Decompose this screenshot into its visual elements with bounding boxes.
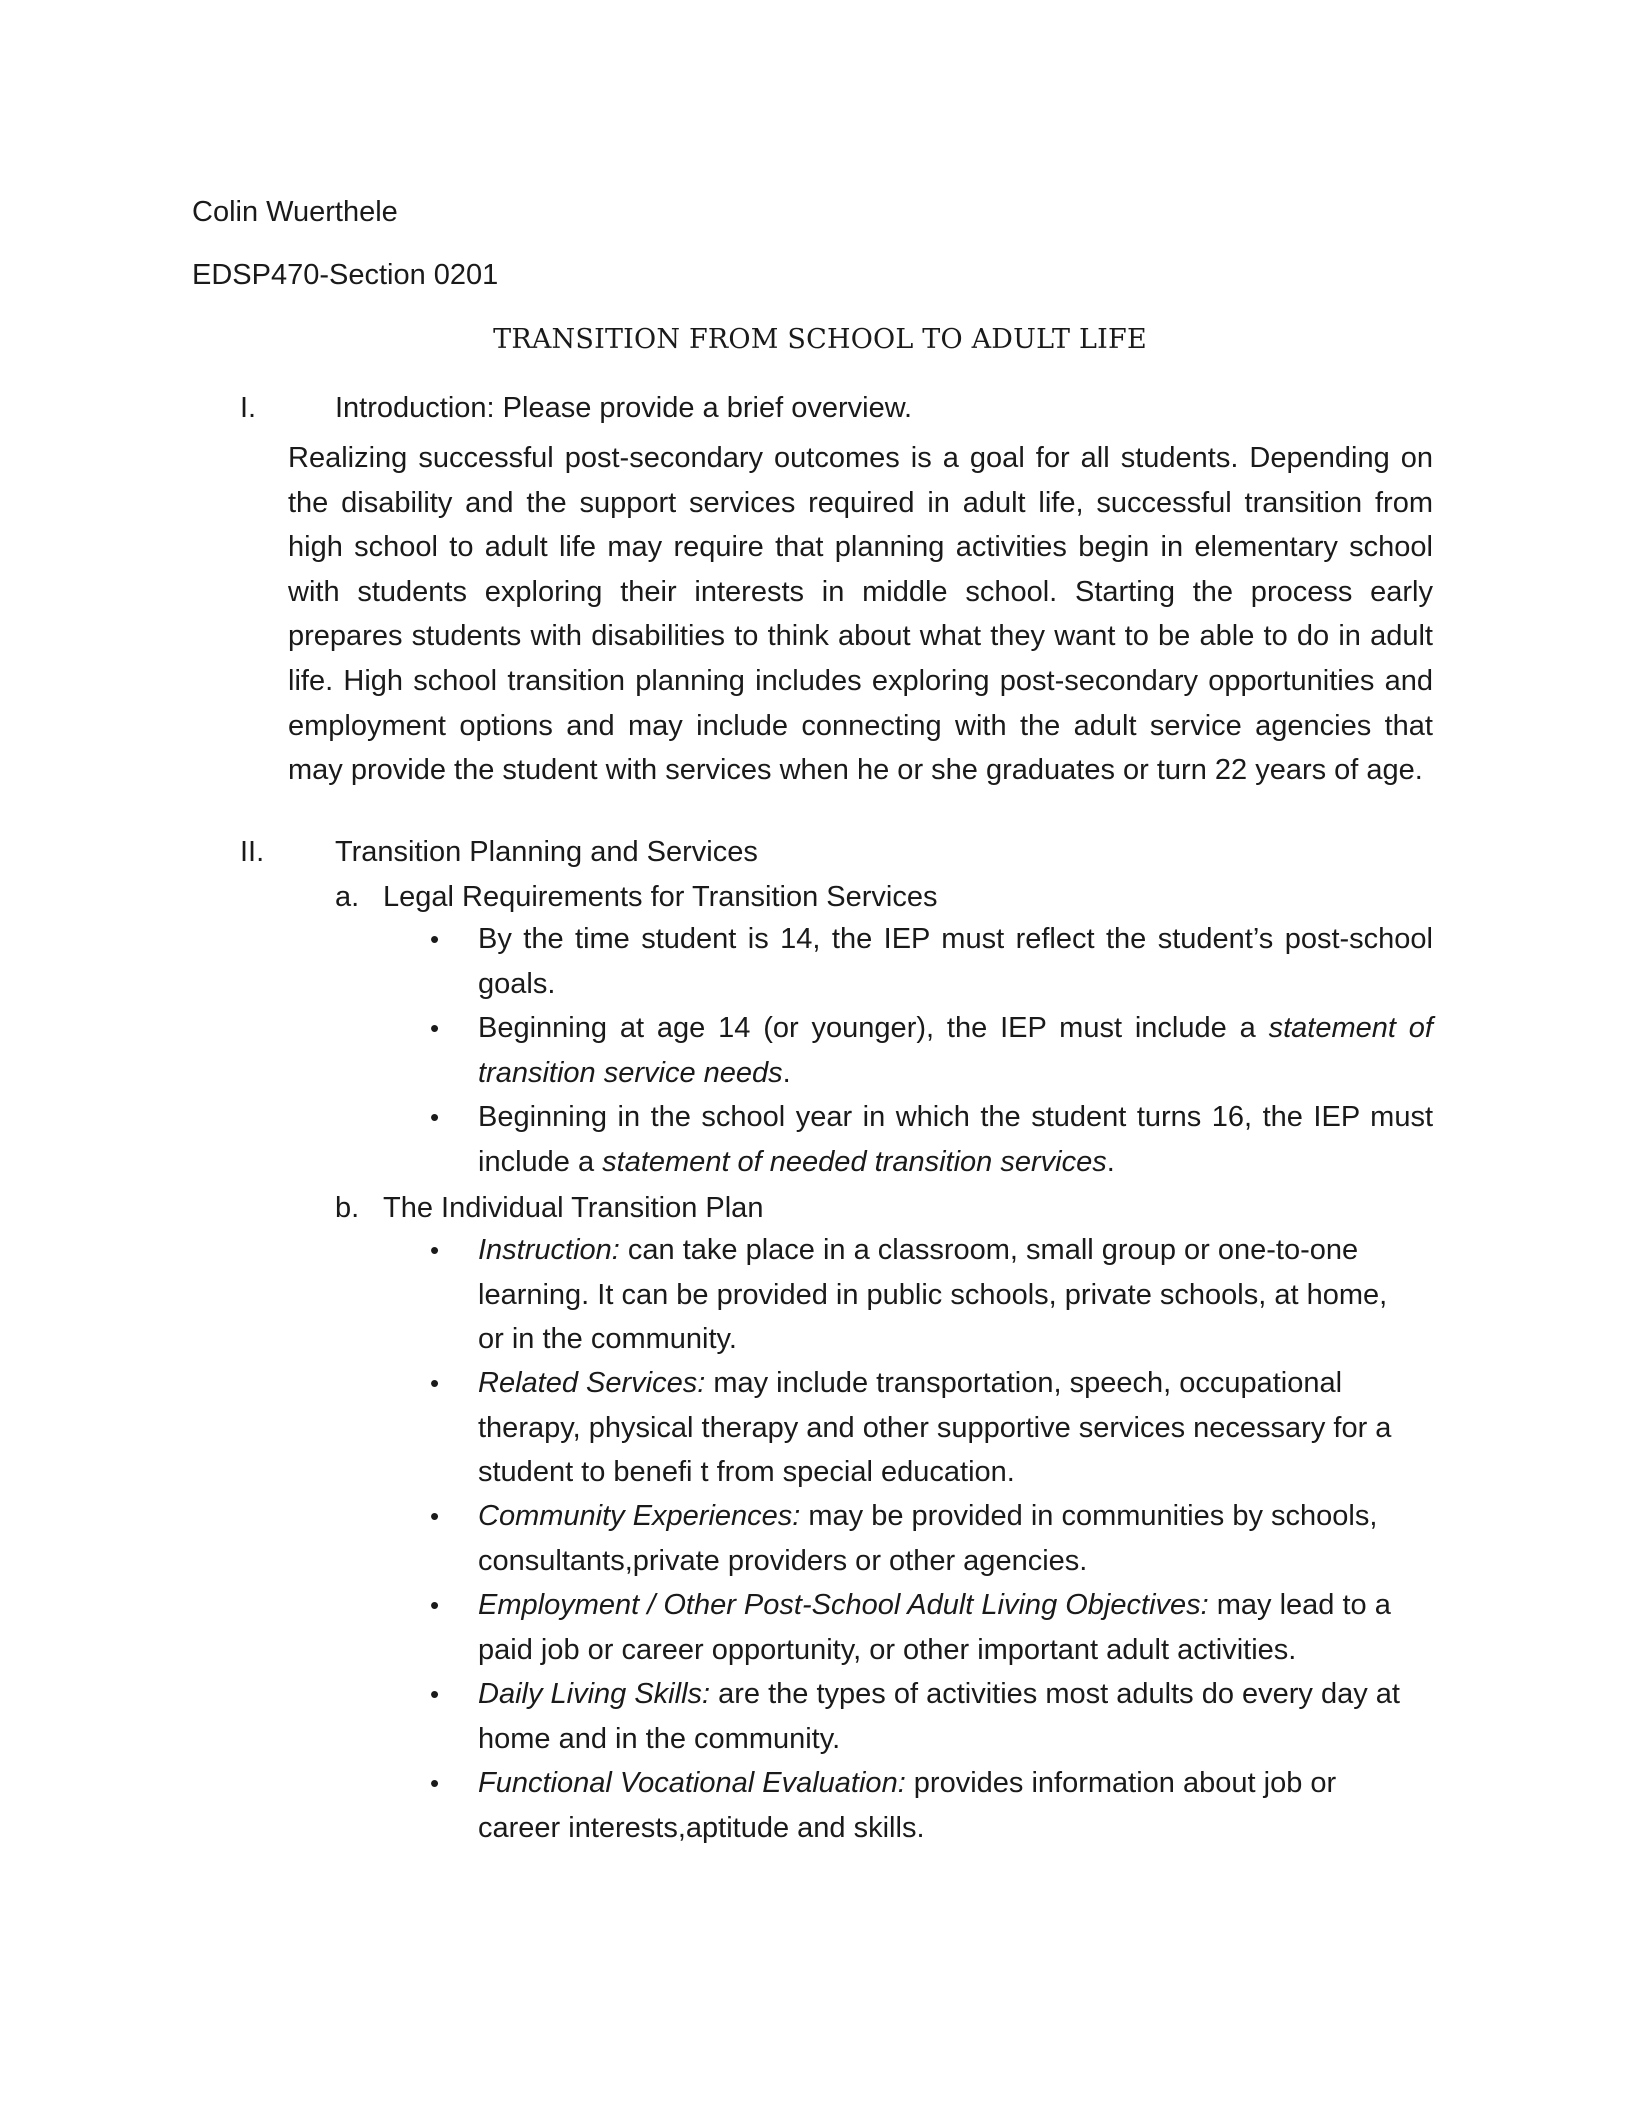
- subsection-b-letter: b.: [335, 1192, 360, 1224]
- item-emphasis: statement of transition service needs: [478, 1012, 1433, 1089]
- section-1-numeral: I.: [240, 392, 257, 424]
- transition-plan-item: [478, 1761, 1403, 1850]
- item-text: Beginning at age 14 (or younger), the IEP must include a: [478, 1012, 1269, 1044]
- bullet-icon: •: [430, 924, 440, 954]
- item-text: Beginning in the school year in which the student turns 16, the IEP must include a: [478, 1101, 1433, 1178]
- legal-requirement-item: [478, 917, 1433, 1006]
- introduction-paragraph: Realizing successful post-secondary outcomes is a goal for all students. Depending on the disability and the support services required in adult life, successful transition from high school to adult life may require that planning activities begin in elementary school with students exploring their interests in middle school. Starting the process early prepares students with disabilities to think about what they want to be able to do in adult life. High school transition planning includes exploring post-secondary opportunities and employment options and may include connecting with the adult service agencies that may provide the student with services when he or she graduates or turn 22 years of age.: [288, 442, 1433, 787]
- item-text: may lead to a paid job or career opportunity, or other important adult activities.: [478, 1589, 1391, 1666]
- section-1-heading: Introduction: Please provide a brief overview.: [335, 392, 913, 424]
- item-emphasis: statement of needed transition services: [602, 1145, 1107, 1178]
- transition-plan-item: [478, 1228, 1403, 1362]
- item-text: are the types of activities most adults do every day at home and in the community.: [478, 1678, 1400, 1755]
- bullet-icon: •: [430, 1235, 440, 1265]
- author-name: Colin Wuerthele: [192, 196, 398, 228]
- section-2-numeral: II.: [240, 836, 265, 868]
- item-term: Instruction:: [478, 1234, 620, 1266]
- item-term: Employment / Other Post-School Adult Living Objectives:: [478, 1589, 1209, 1621]
- bullet-icon: •: [430, 1590, 440, 1620]
- transition-plan-item: [478, 1672, 1403, 1761]
- bullet-icon: •: [430, 1013, 440, 1043]
- subsection-b-heading: The Individual Transition Plan: [383, 1192, 764, 1224]
- bullet-icon: •: [430, 1368, 440, 1398]
- item-text: provides information about job or career interests,aptitude and skills.: [478, 1767, 1337, 1844]
- item-text: may include transportation, speech, occupational therapy, physical therapy and other supportive services necessary for a student to benefi t from special education.: [478, 1367, 1392, 1489]
- item-text: may be provided in communities by schools, consultants,private providers or other agencies.: [478, 1500, 1378, 1577]
- subsection-a-letter: a.: [335, 881, 360, 913]
- transition-plan-item: [478, 1583, 1403, 1672]
- bullet-icon: •: [430, 1102, 440, 1132]
- subsection-a-heading: Legal Requirements for Transition Services: [383, 881, 938, 913]
- legal-requirement-item: [478, 1095, 1433, 1184]
- course-section: EDSP470-Section 0201: [192, 259, 499, 291]
- document-title: TRANSITION FROM SCHOOL TO ADULT LIFE: [493, 324, 1147, 355]
- item-term: Daily Living Skills:: [478, 1678, 711, 1710]
- item-text: can take place in a classroom, small group or one-to-one learning. It can be provided in public schools, private schools, at home, or in the community.: [478, 1234, 1388, 1356]
- section-2-heading: Transition Planning and Services: [335, 836, 758, 868]
- transition-plan-item: [478, 1494, 1403, 1583]
- transition-plan-item: [478, 1361, 1403, 1495]
- item-text-end: .: [782, 1056, 791, 1089]
- item-term: Related Services:: [478, 1367, 706, 1399]
- bullet-icon: •: [430, 1501, 440, 1531]
- legal-requirement-item: [478, 1006, 1433, 1095]
- bullet-icon: •: [430, 1768, 440, 1798]
- item-term: Functional Vocational Evaluation:: [478, 1767, 906, 1799]
- item-term: Community Experiences:: [478, 1500, 801, 1532]
- item-text-end: .: [1106, 1145, 1115, 1178]
- bullet-icon: •: [430, 1679, 440, 1709]
- item-text: By the time student is 14, the IEP must reflect the student’s post-school goals.: [478, 923, 1433, 1000]
